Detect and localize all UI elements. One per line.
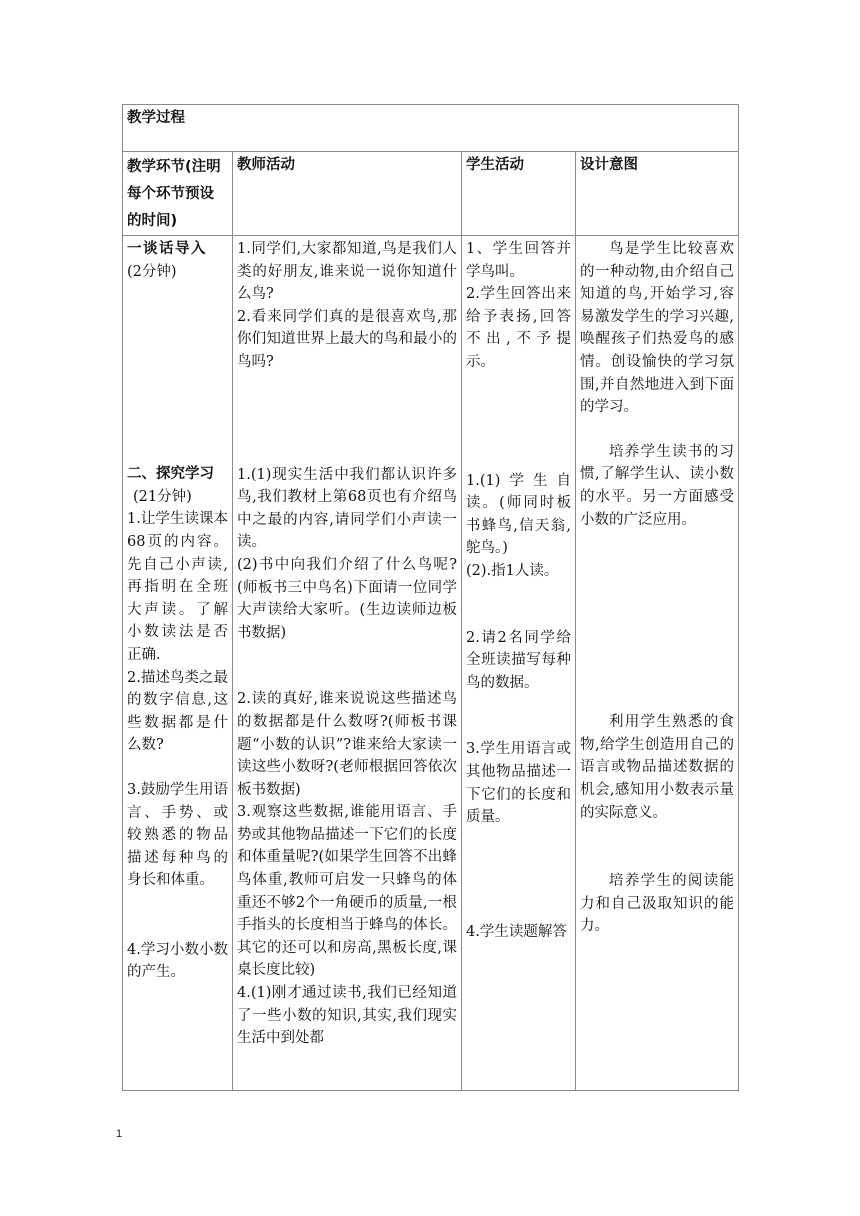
stage-2-step-1: 1.让学生读课本68页的内容。先自己小声读,再指明在全班大声读。了解小数读法是否正确. <box>127 511 228 663</box>
student-2-step-1: 1.(1)学生自读。(师同时板书蜂鸟,信天翁,鸵鸟。) <box>466 472 571 557</box>
design-intent-cell <box>576 236 739 1091</box>
intent-4: 培养学生的阅读能力和自己汲取知识的能力。 <box>580 873 734 935</box>
table-title-row <box>123 105 739 152</box>
teacher-2-step-1: 1.(1)现实生活中我们都认识许多鸟,我们教材上第68页也有介绍鸟中之最的内容,请同学们小声读一读。 <box>237 466 457 551</box>
stage-2-step-3: 3.鼓励学生用语言、手势、或较熟悉的物品描述每种鸟的身长和体重。 <box>127 781 228 889</box>
stage-2-title: 二、探究学习 <box>127 466 214 483</box>
student-2-step-3: 3.学生用语言或其他物品描述一下它们的长度和质量。 <box>466 741 571 826</box>
teacher-2-step-2: 2.读的真好,谁来说说这些描述鸟的数据都是什么数呀?(师板书课题“小数的认识”?谁来给大家读一读这些小数呀?(老师根据回答依次板书数据) <box>237 691 457 798</box>
stage-2-step-2: 2.描述鸟类之最的数字信息,这些数据都是什么数? <box>127 669 228 754</box>
intent-3: 利用学生熟悉的食物,给学生创造用自己的语言或物品描述数据的机会,感知用小数表示量的实际意义。 <box>580 714 734 821</box>
table-header-row <box>123 152 739 236</box>
header-teacher-activity: 教师活动 <box>233 152 462 236</box>
header-stage: 教学环节(注明每个环节预设的时间) <box>123 152 233 236</box>
stage-cell <box>123 236 233 1091</box>
student-2-step-1b: (2).指1人读。 <box>466 562 559 579</box>
student-2-step-2: 2.请2名同学给全班读描写每种鸟的数据。 <box>466 629 571 691</box>
stage-2-step-4: 4.学习小数小数的产生。 <box>127 941 228 981</box>
student-2-step-4: 4.学生读题解答 <box>466 923 567 940</box>
table-title: 教学过程 <box>123 105 739 152</box>
student-1-a2: 2.学生回答出来给予表扬,回答不出,不予提示。 <box>466 286 571 370</box>
teacher-2-step-3: 3.观察这些数据,谁能用语言、手势或其他物品描述一下它们的长度和体重量呢?(如果学生回答不出蜂鸟体重,教师可启发一只蜂鸟的体重还不够2个一角硬币的质量,一根手指头的长度相当于蜂鸟的体长。其它的还可以和房高,黑板长度,课桌长度比较) <box>237 804 457 979</box>
table-body-row <box>123 236 739 1091</box>
page-number: 1 <box>116 1128 123 1140</box>
stage-1-time: (2分钟) <box>127 263 177 280</box>
intent-2: 培养学生读书的习惯,了解学生认、读小数的水平。另一方面感受小数的广泛应用。 <box>580 443 734 528</box>
teacher-2-step-4: 4.(1)刚才通过读书,我们已经知道了一些小数的知识,其实,我们现实生活中到处都 <box>237 985 457 1047</box>
teacher-1-q1: 1.同学们,大家都知道,鸟是我们人类的好朋友,谁来说一说你知道什么鸟? <box>237 241 457 303</box>
student-activity-cell <box>462 236 576 1091</box>
header-design-intent: 设计意图 <box>576 152 739 236</box>
teacher-2-step-1b: (2)书中向我们介绍了什么鸟呢?(师板书三中鸟名)下面请一位同学大声读给大家听。(生边读师边板书数据) <box>237 556 457 641</box>
stage-2-time: (21分钟) <box>133 488 192 505</box>
teacher-1-q2: 2.看来同学们真的是很喜欢鸟,那你们知道世界上最大的鸟和最小的鸟吗? <box>237 308 457 370</box>
header-student-activity: 学生活动 <box>462 152 576 236</box>
stage-1-title: 一谈话导入 <box>127 241 207 257</box>
student-1-a1: 1、学生回答并学鸟叫。 <box>466 241 571 280</box>
teacher-activity-cell <box>233 236 462 1091</box>
intent-1: 鸟是学生比较喜欢的一种动物,由介绍自己知道的鸟,开始学习,容易激发学生的学习兴趣,唤醒孩子们热爱鸟的感情。创设愉快的学习氛围,并自然地进入到下面的学习。 <box>580 241 734 416</box>
teaching-process-table <box>122 104 739 1091</box>
